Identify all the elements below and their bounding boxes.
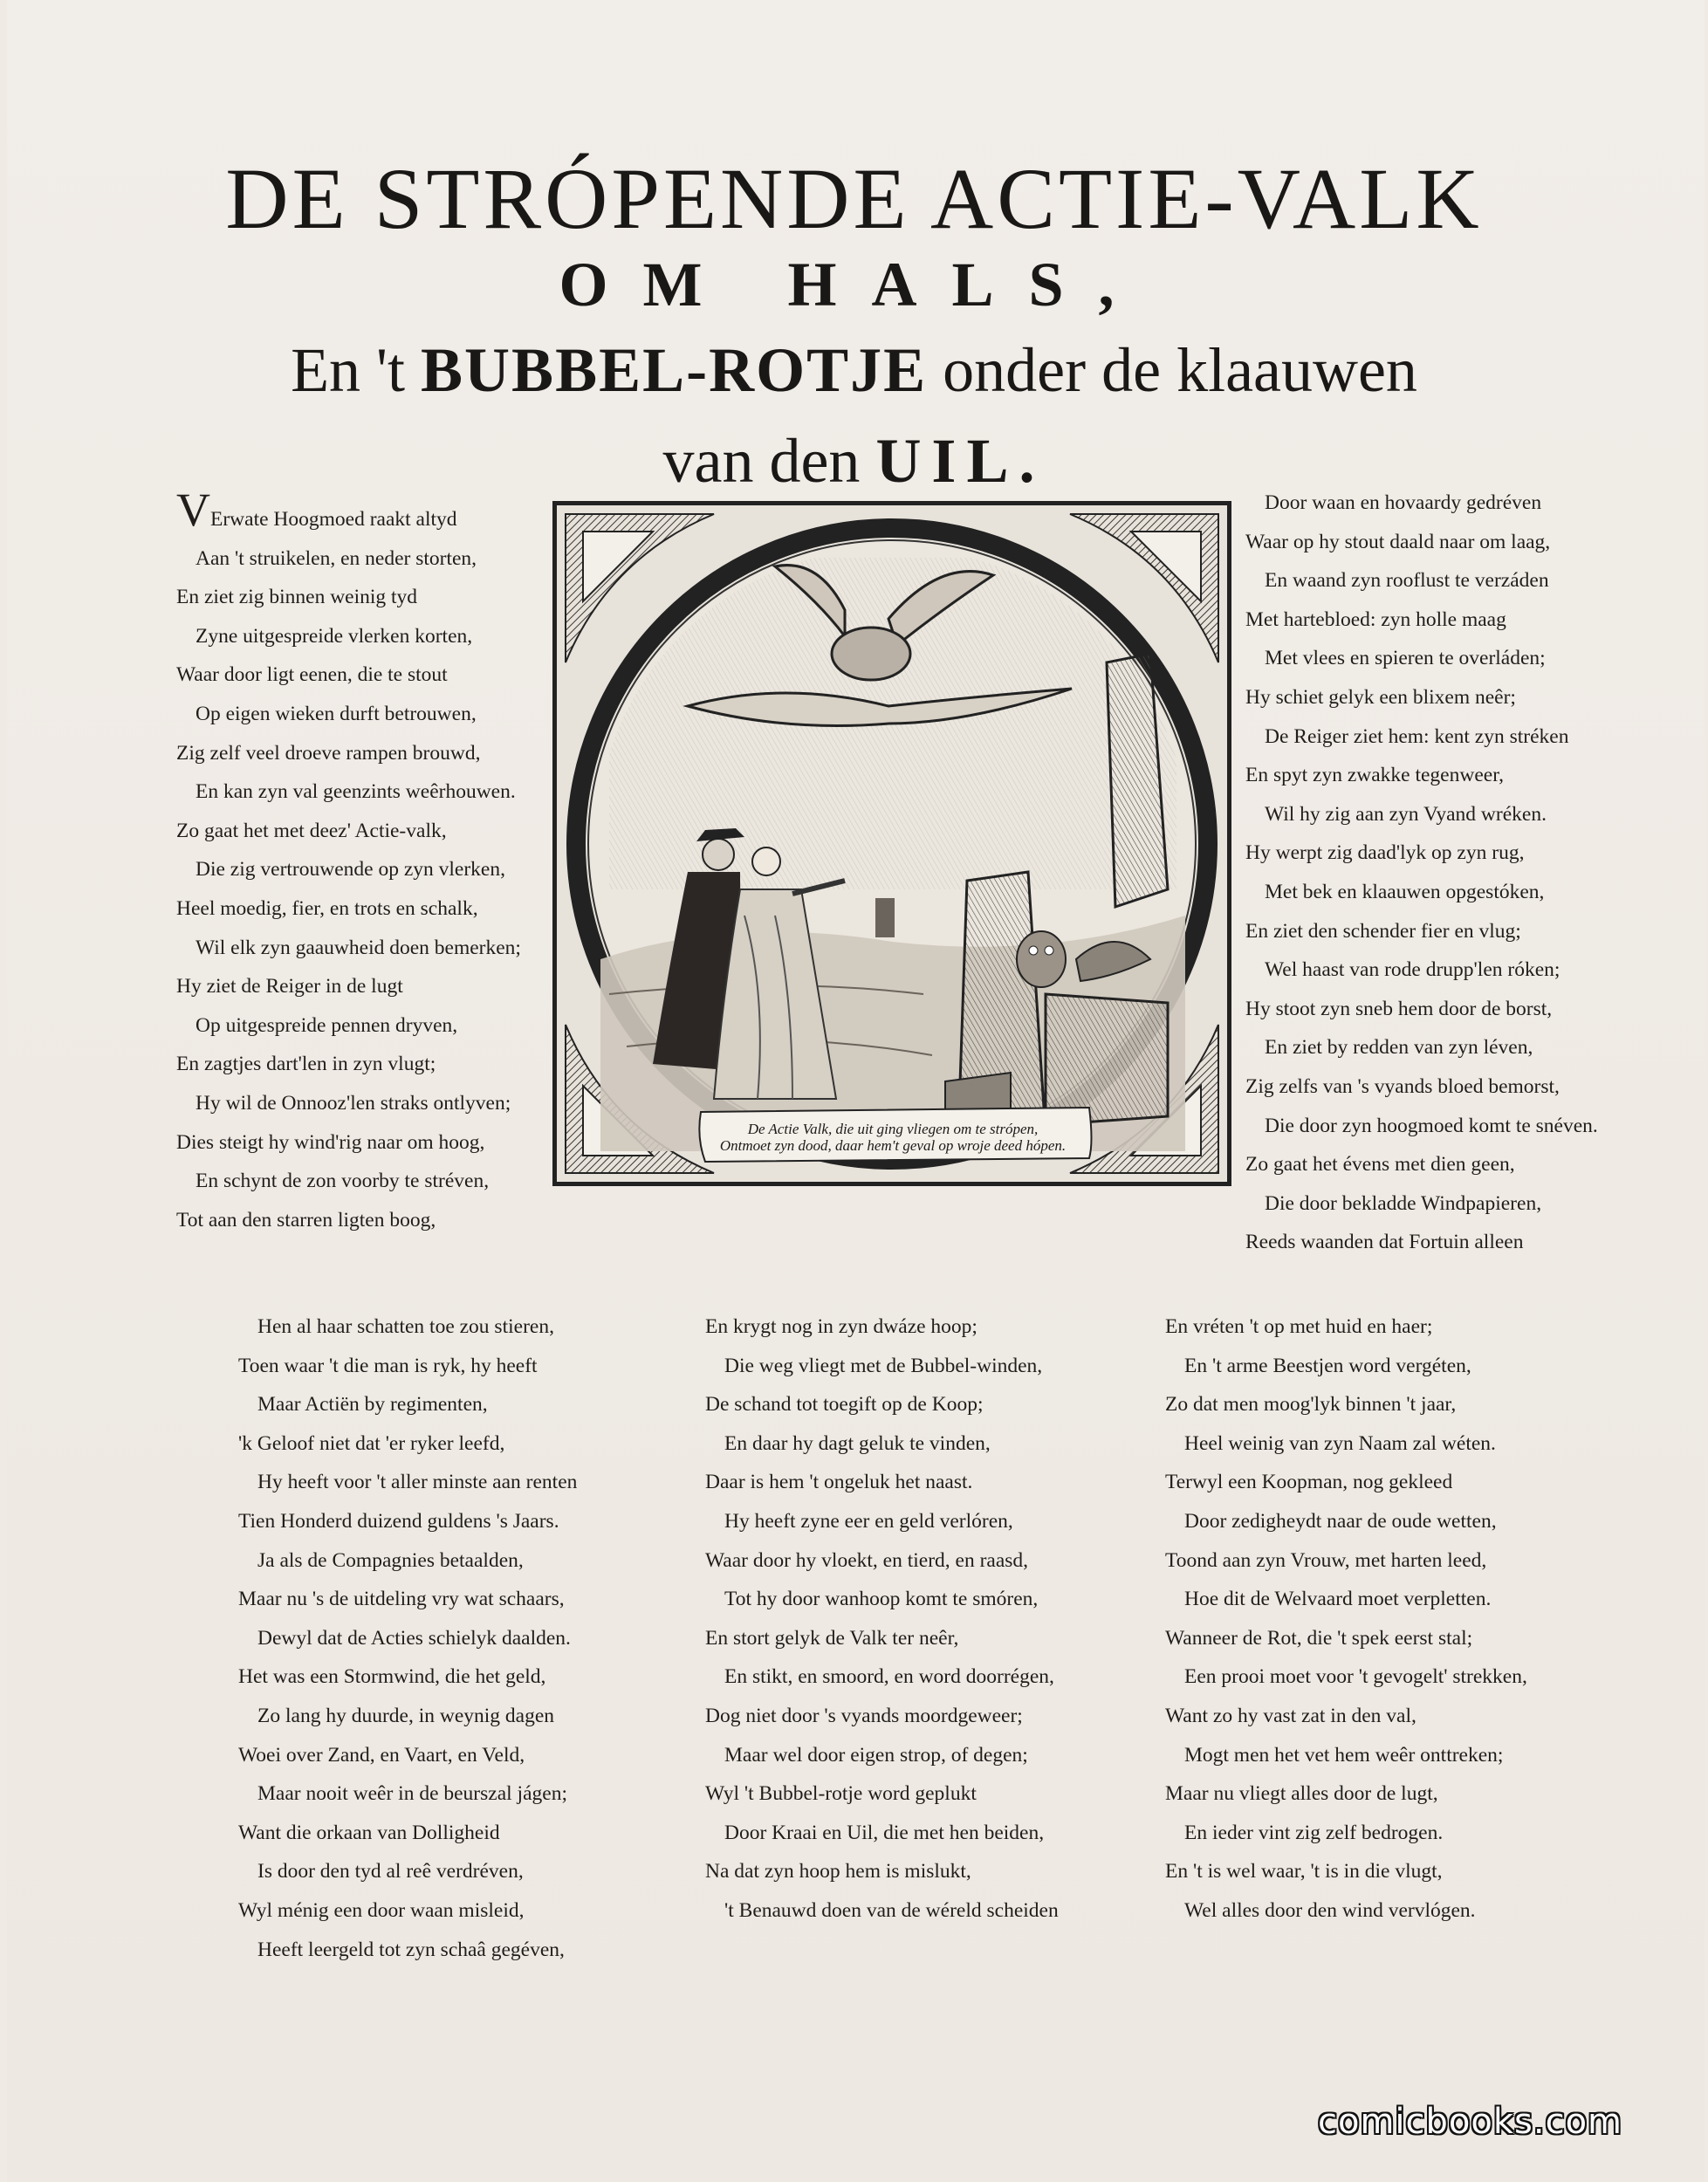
verse-line: Hy wil de Onnooz'len straks ontlyven; — [195, 1091, 511, 1115]
verse-line: En stikt, en smoord, en word doorrégen, — [724, 1665, 1054, 1689]
verse-left-column — [176, 484, 521, 1239]
verse-line: Wyl 't Bubbel-rotje word geplukt — [705, 1782, 977, 1806]
verse-line: 't Benauwd doen van de wéreld scheiden — [724, 1898, 1059, 1922]
verse-line: Na dat zyn hoop hem is mislukt, — [705, 1860, 971, 1884]
verse-line: En stort gelyk de Valk ter neêr, — [705, 1626, 959, 1650]
caption-line-1: De Actie Valk, die uit ging vliegen om te strópen, — [747, 1121, 1039, 1137]
verse-left-lines — [176, 539, 521, 1240]
verse-line: Dies steigt hy wind'rig naar om hoog, — [176, 1130, 485, 1154]
verse-line: Tot hy door wanhoop komt te smóren, — [724, 1588, 1039, 1611]
verse-line: Ja als de Compagnies betaalden, — [257, 1548, 524, 1572]
drop-cap: V — [176, 484, 210, 536]
verse-line: Hy ziet de Reiger in de lugt — [176, 975, 403, 998]
verse-line: Wil elk zyn gaauwheid doen bemerken; — [195, 936, 521, 959]
verse-line: Tot aan den starren ligten boog, — [176, 1208, 436, 1232]
verse-line: Zig zelfs van 's vyands bloed bemorst, — [1245, 1074, 1560, 1098]
verse-line: Hy werpt zig daad'lyk op zyn rug, — [1245, 841, 1525, 865]
verse-line: Met hartebloed: zyn holle maag — [1245, 607, 1506, 631]
verse-left-first-line — [176, 484, 521, 539]
verse-line: En waand zyn rooflust te verzáden — [1265, 569, 1549, 593]
verse-line: En vréten 't op met huid en haer; — [1165, 1315, 1433, 1338]
verse-line: En spyt zyn zwakke tegenweer, — [1245, 764, 1504, 787]
verse-line: Wanneer de Rot, die 't spek eerst stal; — [1165, 1626, 1473, 1650]
verse-line: Die door bekladde Windpapieren, — [1265, 1191, 1542, 1215]
verse-line: Zo dat men moog'lyk binnen 't jaar, — [1165, 1393, 1457, 1417]
verse-line: Tien Honderd duizend guldens 's Jaars. — [238, 1509, 559, 1533]
verse-line: En ziet zig binnen weinig tyd — [176, 586, 418, 609]
verse-line: Wel alles door den wind vervlógen. — [1184, 1898, 1476, 1922]
caption-line-2: Ontmoet zyn dood, daar hem't geval op wroje deed hópen. — [719, 1137, 1067, 1154]
verse-line: Zo gaat het évens met dien geen, — [1245, 1153, 1515, 1177]
verse-line: Die weg vliegt met de Bubbel-winden, — [724, 1354, 1043, 1377]
title-line-1: DE STRÓPENDE ACTIE-VALK — [225, 150, 1483, 247]
verse-line: Door zedigheydt naar de oude wetten, — [1184, 1509, 1497, 1533]
verse-line: En ieder vint zig zelf bedrogen. — [1184, 1821, 1444, 1844]
watermark-text: comicbooks.com — [1318, 2102, 1623, 2142]
title-line-2: OM HALS, — [559, 250, 1149, 319]
verse-line: Dewyl dat de Acties schielyk daalden. — [257, 1626, 571, 1650]
verse-line: En krygt nog in zyn dwáze hoop; — [705, 1315, 977, 1338]
verse-line: Waar door ligt eenen, die te stout — [176, 663, 448, 687]
verse-line: Wyl ménig een door waan misleid, — [238, 1898, 525, 1922]
verse-line: En ziet den schender fier en vlug; — [1245, 919, 1521, 943]
verse-line: Mogt men het vet hem weêr onttreken; — [1184, 1743, 1504, 1767]
verse-line: Dog niet door 's vyands moordgeweer; — [705, 1704, 1023, 1727]
verse-line: Maar nu 's de uitdeling vry wat schaars, — [238, 1588, 565, 1611]
verse-line: Heel moedig, fier, en trots en schalk, — [176, 896, 478, 920]
verse-line: Toen waar 't die man is ryk, hy heeft — [238, 1354, 538, 1377]
verse-bottom-column-1 — [238, 1307, 577, 1969]
verse-line: Wel haast van rode drupp'len róken; — [1265, 958, 1561, 982]
verse-line: Heeft leergeld tot zyn schaâ gegéven, — [257, 1938, 565, 1961]
verse-line: Is door den tyd al reê verdréven, — [257, 1860, 524, 1884]
verse-line: En kan zyn val geenzints weêrhouwen. — [195, 780, 516, 804]
verse-line: En daar hy dagt geluk te vinden, — [724, 1431, 991, 1455]
verse-line: Door waan en hovaardy gedréven — [1265, 491, 1542, 514]
verse-line: Toond aan zyn Vrouw, met harten leed, — [1165, 1548, 1487, 1572]
verse-line: Woei over Zand, en Vaart, en Veld, — [238, 1743, 525, 1767]
verse-line: En zagtjes dart'len in zyn vlugt; — [176, 1053, 436, 1076]
verse-line: En ziet by redden van zyn léven, — [1265, 1036, 1533, 1060]
verse-line: Hy heeft zyne eer en geld verlóren, — [724, 1509, 1013, 1533]
verse-line: Zo gaat het met deez' Actie-valk, — [176, 819, 447, 842]
verse-line: Terwyl een Koopman, nog gekleed — [1165, 1471, 1453, 1494]
engraving-illustration — [552, 501, 1231, 1186]
title-line-3-b: BUBBEL-ROTJE — [421, 335, 928, 405]
verse-bottom-column-3 — [1165, 1307, 1527, 1931]
verse-line: Hoe dit de Welvaard moet verpletten. — [1184, 1588, 1492, 1611]
verse-line: Die door zyn hoogmoed komt te snéven. — [1265, 1114, 1598, 1137]
verse-line: Zyne uitgespreide vlerken korten, — [195, 624, 473, 648]
engraving-artwork — [557, 505, 1227, 1182]
verse-line: Die zig vertrouwende op zyn vlerken, — [195, 858, 505, 882]
title-line-4-a: van den — [662, 426, 876, 496]
verse-line: Reeds waanden dat Fortuin alleen — [1245, 1231, 1524, 1254]
verse-line: Maar Actiën by regimenten, — [257, 1393, 488, 1417]
verse-left-first-rest: Erwate Hoogmoed raakt altyd — [210, 508, 457, 531]
verse-line: Met vlees en spieren te overláden; — [1265, 647, 1546, 670]
verse-line: Op uitgespreide pennen dryven, — [195, 1013, 458, 1037]
verse-line: Het was een Stormwind, die het geld, — [238, 1665, 546, 1689]
verse-line: Een prooi moet voor 't gevogelt' strekken, — [1184, 1665, 1527, 1689]
verse-line: En schynt de zon voorby te stréven, — [195, 1170, 490, 1193]
verse-line: Op eigen wieken durft betrouwen, — [195, 702, 477, 725]
title-line-4-b: UIL. — [875, 426, 1046, 496]
verse-line: Door Kraai en Uil, die met hen beiden, — [724, 1821, 1045, 1844]
verse-bottom-column-2 — [705, 1307, 1059, 1931]
verse-line: En 't is wel waar, 't is in die vlugt, — [1165, 1860, 1443, 1884]
verse-line: Want die orkaan van Dolligheid — [238, 1821, 500, 1844]
verse-line: Zig zelf veel droeve rampen brouwd, — [176, 741, 481, 765]
verse-line: Aan 't struikelen, en neder storten, — [195, 546, 477, 570]
verse-line: Daar is hem 't ongeluk het naast. — [705, 1471, 973, 1494]
verse-line: Maar nooit weêr in de beurszal jágen; — [257, 1782, 567, 1806]
verse-line: Hy heeft voor 't aller minste aan renten — [257, 1471, 578, 1494]
verse-line: Hy schiet gelyk een blixem neêr; — [1245, 685, 1516, 709]
verse-line: Maar wel door eigen strop, of degen; — [724, 1743, 1028, 1767]
verse-line: Wil hy zig aan zyn Vyand wréken. — [1265, 802, 1547, 826]
verse-line: Want zo hy vast zat in den val, — [1165, 1704, 1416, 1727]
verse-line: De Reiger ziet hem: kent zyn stréken — [1265, 724, 1569, 748]
verse-line: De schand tot toegift op de Koop; — [705, 1393, 984, 1417]
verse-line: Maar nu vliegt alles door de lugt, — [1165, 1782, 1438, 1806]
verse-line: Hen al haar schatten toe zou stieren, — [257, 1315, 554, 1338]
verse-line: En 't arme Beestjen word vergéten, — [1184, 1354, 1471, 1377]
verse-line: 'k Geloof niet dat 'er ryker leefd, — [238, 1431, 505, 1455]
verse-line: Hy stoot zyn sneb hem door de borst, — [1245, 997, 1553, 1020]
verse-line: Heel weinig van zyn Naam zal wéten. — [1184, 1431, 1496, 1455]
verse-line: Waar op hy stout daald naar om laag, — [1245, 530, 1551, 553]
verse-line: Waar door hy vloekt, en tierd, en raasd, — [705, 1548, 1029, 1572]
title-line-3-c: onder de klaauwen — [927, 335, 1417, 405]
verse-right-column — [1245, 484, 1598, 1262]
verse-line: Zo lang hy duurde, in weynig dagen — [257, 1704, 555, 1727]
title-line-3-a: En 't — [291, 335, 422, 405]
title-line-3 — [0, 334, 1708, 407]
verse-line: Met bek en klaauwen opgestóken, — [1265, 880, 1545, 903]
engraving-caption — [705, 1121, 1080, 1154]
